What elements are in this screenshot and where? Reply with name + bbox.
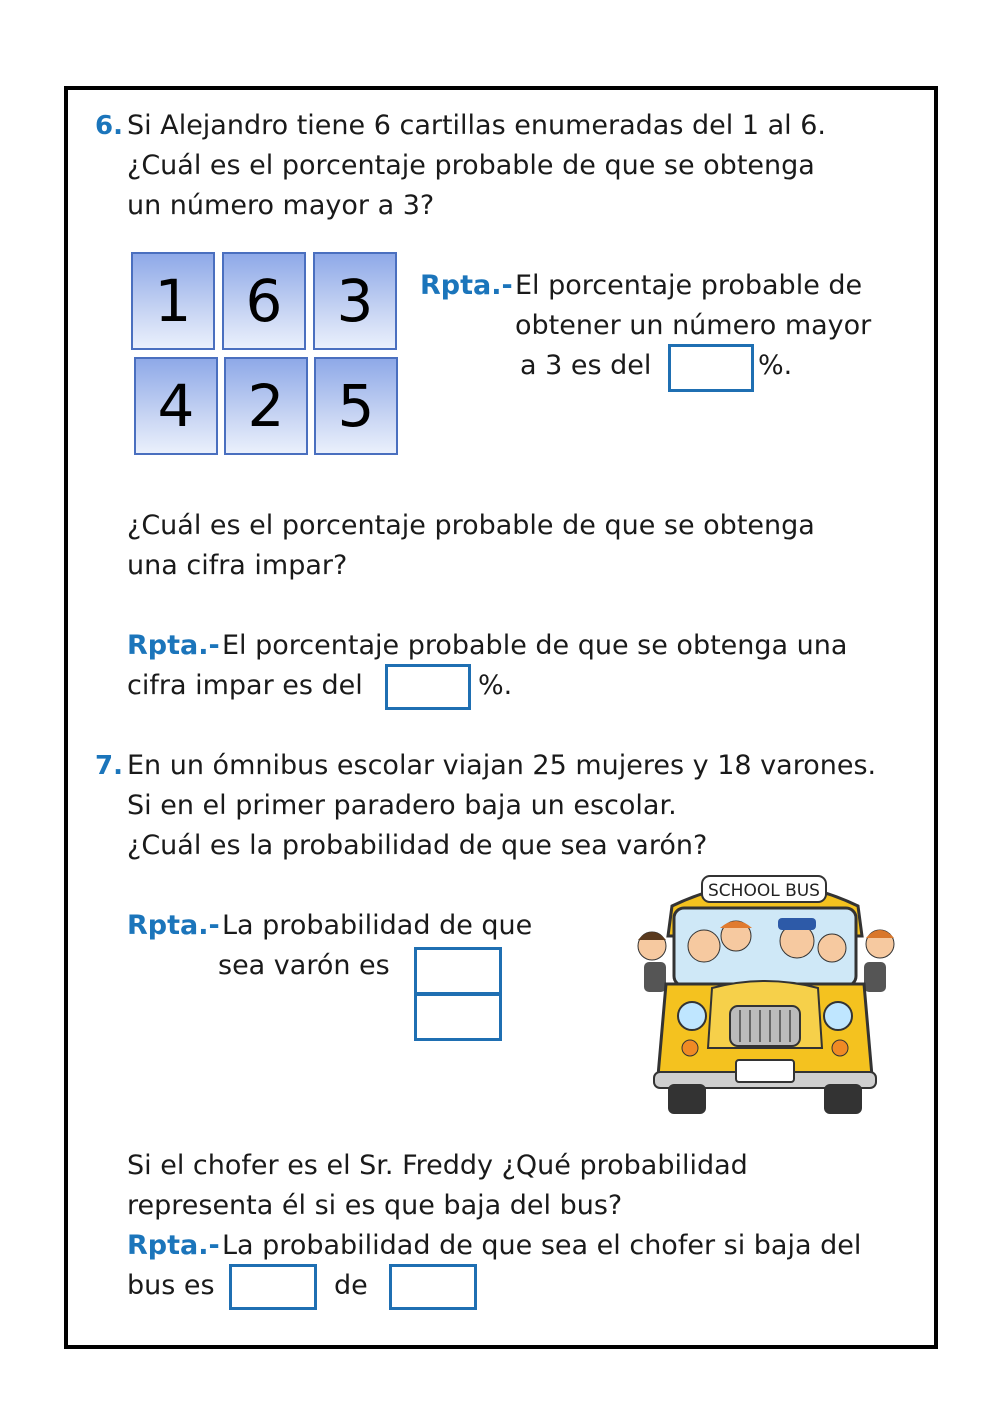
bus-sign-text: SCHOOL BUS	[708, 881, 820, 901]
percent-sign-6a: %.	[758, 350, 793, 381]
answer-7b-line-1: La probabilidad de que sea el chofer si baja del	[222, 1230, 862, 1261]
answer-7b-input-1[interactable]	[229, 1264, 317, 1310]
rpta-label-6a: Rpta.-	[420, 270, 513, 301]
answer-7b-line-2b: de	[334, 1270, 368, 1301]
answer-6a-input[interactable]	[668, 344, 754, 392]
question-7-line-3: ¿Cuál es la probabilidad de que sea varón?	[127, 830, 708, 861]
card-2: 2	[224, 357, 308, 455]
question-7-number: 7.	[95, 751, 123, 781]
question-7b-line-2: representa él si es que baja del bus?	[127, 1190, 623, 1221]
rpta-label-7a: Rpta.-	[127, 910, 220, 941]
answer-7b-input-2[interactable]	[389, 1264, 477, 1310]
question-6b-line-2: una cifra impar?	[127, 550, 348, 581]
card-4: 4	[134, 357, 218, 455]
question-7b-line-1: Si el chofer es el Sr. Freddy ¿Qué probabilidad	[127, 1150, 748, 1181]
card-6: 6	[222, 252, 306, 350]
card-1: 1	[131, 252, 215, 350]
answer-6a-line-3: a 3 es del	[520, 350, 652, 381]
question-6-line-2: ¿Cuál es el porcentaje probable de que se obtenga	[127, 150, 815, 181]
answer-7a-line-2: sea varón es	[218, 950, 390, 981]
question-6-line-3: un número mayor a 3?	[127, 190, 435, 221]
fraction-numerator-input[interactable]	[414, 947, 502, 995]
school-bus-illustration	[632, 866, 898, 1118]
rpta-label-7b: Rpta.-	[127, 1230, 220, 1261]
percent-sign-6b: %.	[478, 670, 513, 701]
question-6-number: 6.	[95, 111, 123, 141]
answer-6b-input[interactable]	[385, 664, 471, 710]
answer-6a-line-2: obtener un número mayor	[515, 310, 872, 341]
answer-6b-line-1: El porcentaje probable de que se obtenga una	[222, 630, 848, 661]
question-7-line-1: En un ómnibus escolar viajan 25 mujeres y 18 varones.	[127, 750, 877, 781]
card-5: 5	[314, 357, 398, 455]
answer-6b-line-2: cifra impar es del	[127, 670, 363, 701]
question-7-line-2: Si en el primer paradero baja un escolar.	[127, 790, 677, 821]
fraction-denominator-input[interactable]	[414, 993, 502, 1041]
answer-6a-line-1: El porcentaje probable de	[515, 270, 863, 301]
rpta-label-6b: Rpta.-	[127, 630, 220, 661]
answer-7b-line-2a: bus es	[127, 1270, 215, 1301]
card-3: 3	[313, 252, 397, 350]
question-6-line-1: Si Alejandro tiene 6 cartillas enumeradas del 1 al 6.	[127, 110, 826, 141]
answer-7a-line-1: La probabilidad de que	[222, 910, 533, 941]
question-6b-line-1: ¿Cuál es el porcentaje probable de que se obtenga	[127, 510, 815, 541]
